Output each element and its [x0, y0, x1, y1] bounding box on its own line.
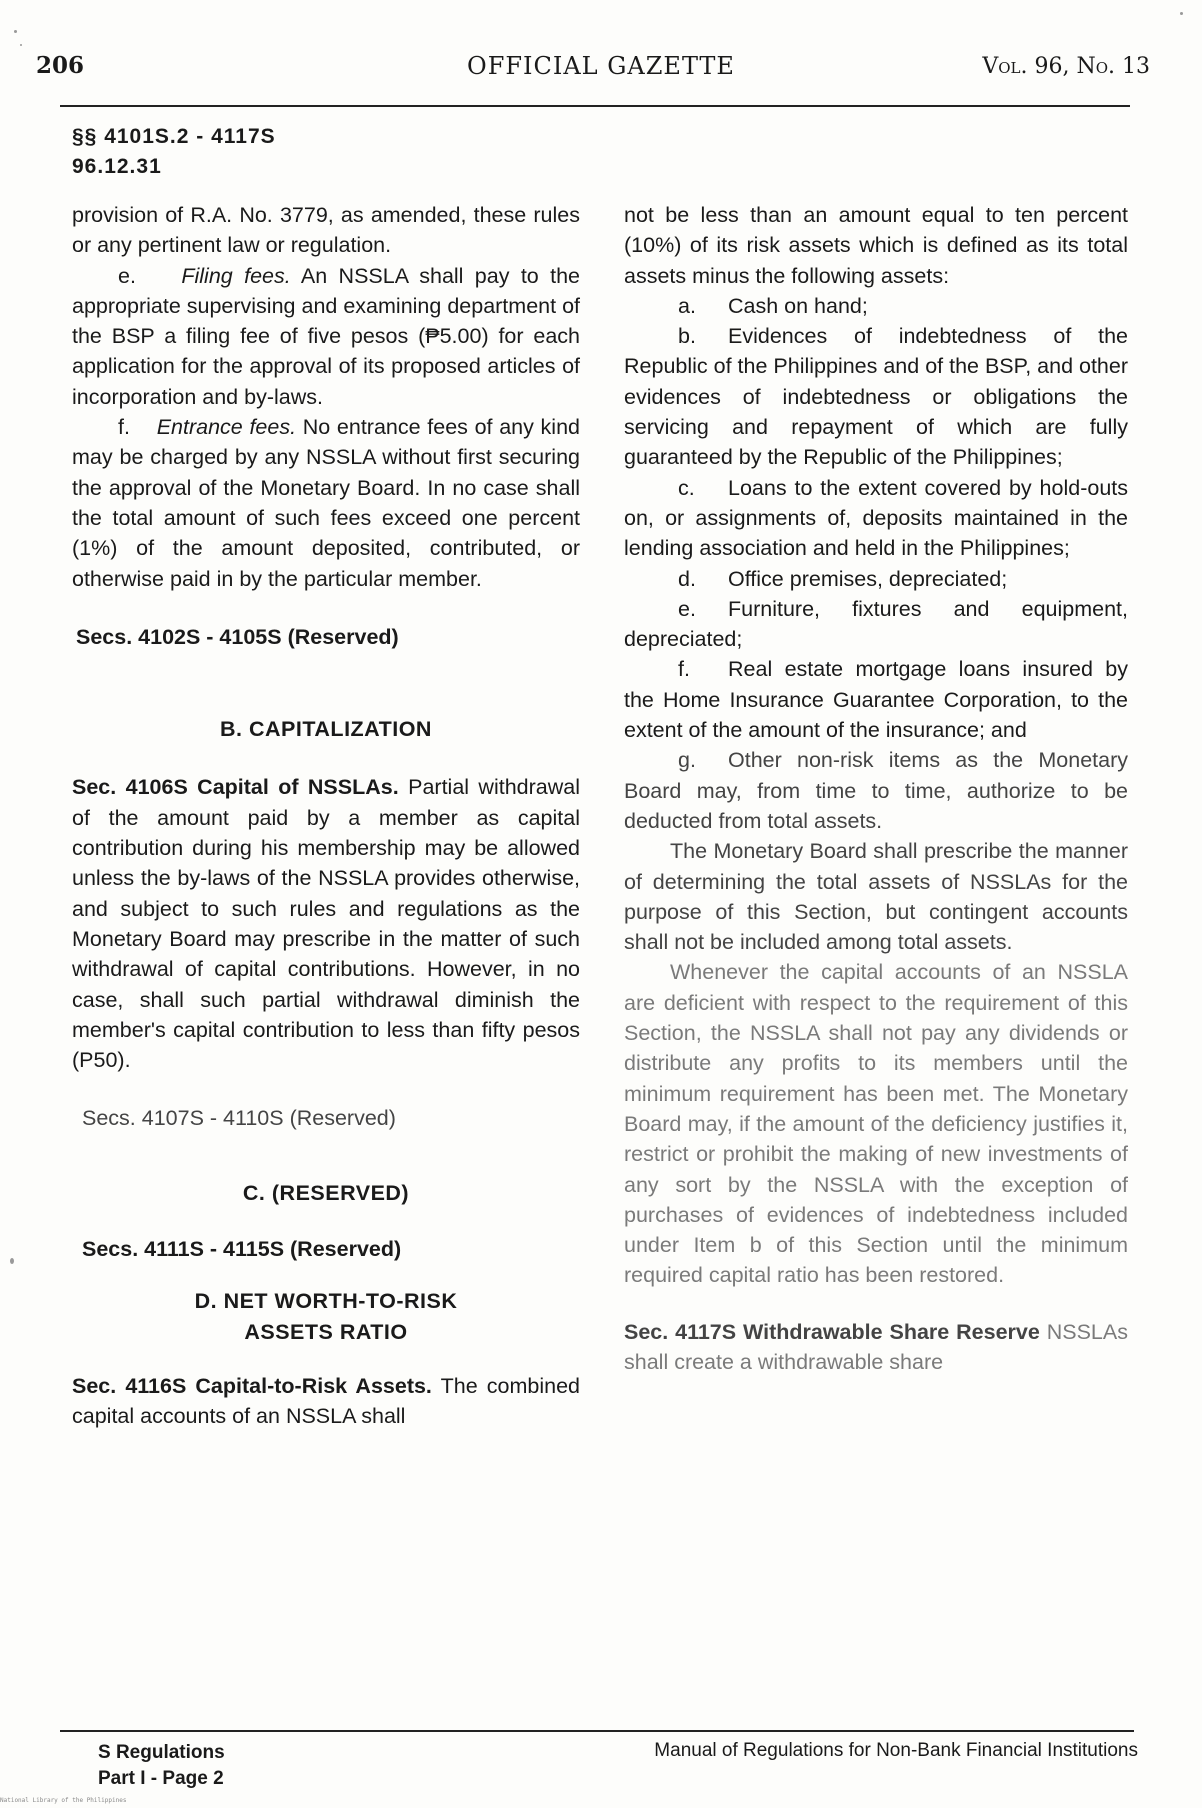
- paragraph: not be less than an amount equal to ten percent (10%) of its risk assets which is defined as its total assets minus the following assets:: [624, 203, 1128, 288]
- item-label: g.: [678, 748, 696, 773]
- scan-speck: [1180, 12, 1183, 15]
- item-text: Real estate mortgage loans insured by the Home Insurance Guarantee Corporation, to the extent of the amount of the insurance; and: [624, 657, 1128, 743]
- page-number: 206: [36, 52, 85, 79]
- list-item-c: [624, 473, 1128, 564]
- list-item-g: [624, 745, 1128, 836]
- publication-title: OFFICIAL GAZETTE: [467, 52, 735, 80]
- item-title: Entrance fees.: [156, 415, 297, 440]
- item-label: f.: [118, 415, 130, 440]
- heading-reserved-c: C. (RESERVED): [242, 1180, 410, 1205]
- footer-manual-title: Manual of Regulations for Non-Bank Financial Institutions: [654, 1740, 1138, 1761]
- list-item-f: [624, 654, 1128, 745]
- section-text: The combined capital accounts of an NSSLA shall: [72, 1373, 580, 1429]
- heading-capitalization: B. CAPITALIZATION: [220, 717, 432, 742]
- reserved-sections-4111-4115: Secs. 4111S - 4115S (Reserved): [82, 1237, 402, 1262]
- scan-watermark: National Library of the Philippines: [0, 1797, 127, 1804]
- right-column: [624, 200, 1128, 1377]
- section-text: NSSLAs shall create a withdrawable share: [624, 1319, 1128, 1374]
- left-column: [72, 200, 580, 1432]
- list-item-a: [624, 291, 1128, 321]
- item-text: Cash on hand;: [728, 293, 868, 318]
- reserved-sections-4107-4110: Secs. 4107S - 4110S (Reserved): [82, 1106, 396, 1131]
- item-f-entrance-fees: [72, 412, 580, 594]
- header-divider: [60, 105, 1130, 107]
- item-label: c.: [678, 475, 695, 500]
- scan-speck: [14, 30, 17, 33]
- item-label: e.: [118, 263, 136, 288]
- section-text: Partial withdrawal of the amount paid by a member as capital contribution during his membership may be allowed unless the by-laws of the NSSLA provides otherwise, and subject to such rules and regulations as the Monetary Board may prescribe in the matter of such withdrawal of capital contributions. However, in no case, shall such partial withdrawal diminish the member's capital contribution to less than fifty pesos (P50).: [72, 775, 581, 1073]
- footer-left: [98, 1740, 225, 1792]
- footer-page-ref: Part I - Page 2: [98, 1768, 224, 1789]
- list-item-e: [624, 594, 1128, 655]
- item-label: b.: [678, 324, 696, 349]
- heading-net-worth-line1: D. NET WORTH-TO-RISK: [194, 1289, 458, 1314]
- list-item-d: [624, 564, 1128, 594]
- item-text: Loans to the extent covered by hold-outs on, or assignments of, deposits maintained in the lending association and held in the Philippines;: [624, 475, 1128, 561]
- item-label: e.: [678, 596, 696, 621]
- item-text: Office premises, depreciated;: [728, 566, 1008, 591]
- scan-speck: [20, 44, 22, 46]
- volume-number: Vol. 96, No. 13: [982, 54, 1150, 79]
- section-date: 96.12.31: [72, 155, 162, 178]
- item-text: No entrance fees of any kind may be charged by any NSSLA without first securing the approval of the Monetary Board. In no case shall the total amount of such fees exceed one percent (1%) of the amount deposited, contributed, or otherwise paid in by the particular member.: [72, 415, 580, 591]
- section-title: Sec. 4116S Capital-to-Risk Assets.: [72, 1373, 432, 1398]
- item-title: Filing fees.: [181, 263, 291, 288]
- section-reference: [72, 122, 276, 182]
- item-label: f.: [678, 657, 690, 682]
- section-title: Sec. 4106S Capital of NSSLAs.: [72, 775, 399, 800]
- paragraph: The Monetary Board shall prescribe the manner of determining the total assets of NSSLAs for the purpose of this Section, but contingent accounts shall not be included among total assets.: [624, 839, 1128, 955]
- item-label: a.: [678, 293, 696, 318]
- section-4106: [72, 772, 580, 1075]
- reserved-sections-4102-4105: Secs. 4102S - 4105S (Reserved): [76, 624, 399, 649]
- section-range: §§ 4101S.2 - 4117S: [72, 125, 276, 148]
- scan-speck: [10, 1258, 14, 1264]
- item-e-filing-fees: [72, 261, 580, 412]
- list-item-b: [624, 321, 1128, 472]
- footer-regulations: S Regulations: [98, 1742, 225, 1763]
- item-text: Evidences of indebtedness of the Republic of the Philippines and of the BSP, and other evidences of indebtedness or obligations the servicing and repayment of which are fully guaranteed by the Republic of the Philippines;: [624, 324, 1129, 470]
- footer-divider: [60, 1730, 1134, 1732]
- heading-net-worth-line2: ASSETS RATIO: [244, 1319, 408, 1344]
- paragraph: Whenever the capital accounts of an NSSLA are deficient with respect to the requirement of this Section, the NSSLA shall not pay any dividends or distribute any profits to its members until the minimum requirement has been met. The Monetary Board may, if the amount of the deficiency justifies it, restrict or prohibit the making of new investments of any sort by the NSSLA with the exception of purchases of evidences of indebtedness included under Item b of this Section until the minimum required capital ratio has been restored.: [624, 960, 1128, 1288]
- section-4116: [72, 1371, 580, 1432]
- item-text: An NSSLA shall pay to the appropriate supervising and examining department of the BSP a filing fee of five pesos (₱5.00) for each application for the approval of its proposed articles of incorporation and by-laws.: [72, 263, 581, 409]
- section-4117: [624, 1317, 1128, 1378]
- item-text: Other non-risk items as the Monetary Board may, from time to time, authorize to be deducted from total assets.: [624, 748, 1128, 833]
- item-label: d.: [678, 566, 696, 591]
- paragraph: provision of R.A. No. 3779, as amended, these rules or any pertinent law or regulation.: [72, 203, 580, 258]
- item-text: Furniture, fixtures and equipment, depreciated;: [624, 596, 1128, 652]
- section-title: Sec. 4117S Withdrawable Share Reserve: [624, 1319, 1040, 1344]
